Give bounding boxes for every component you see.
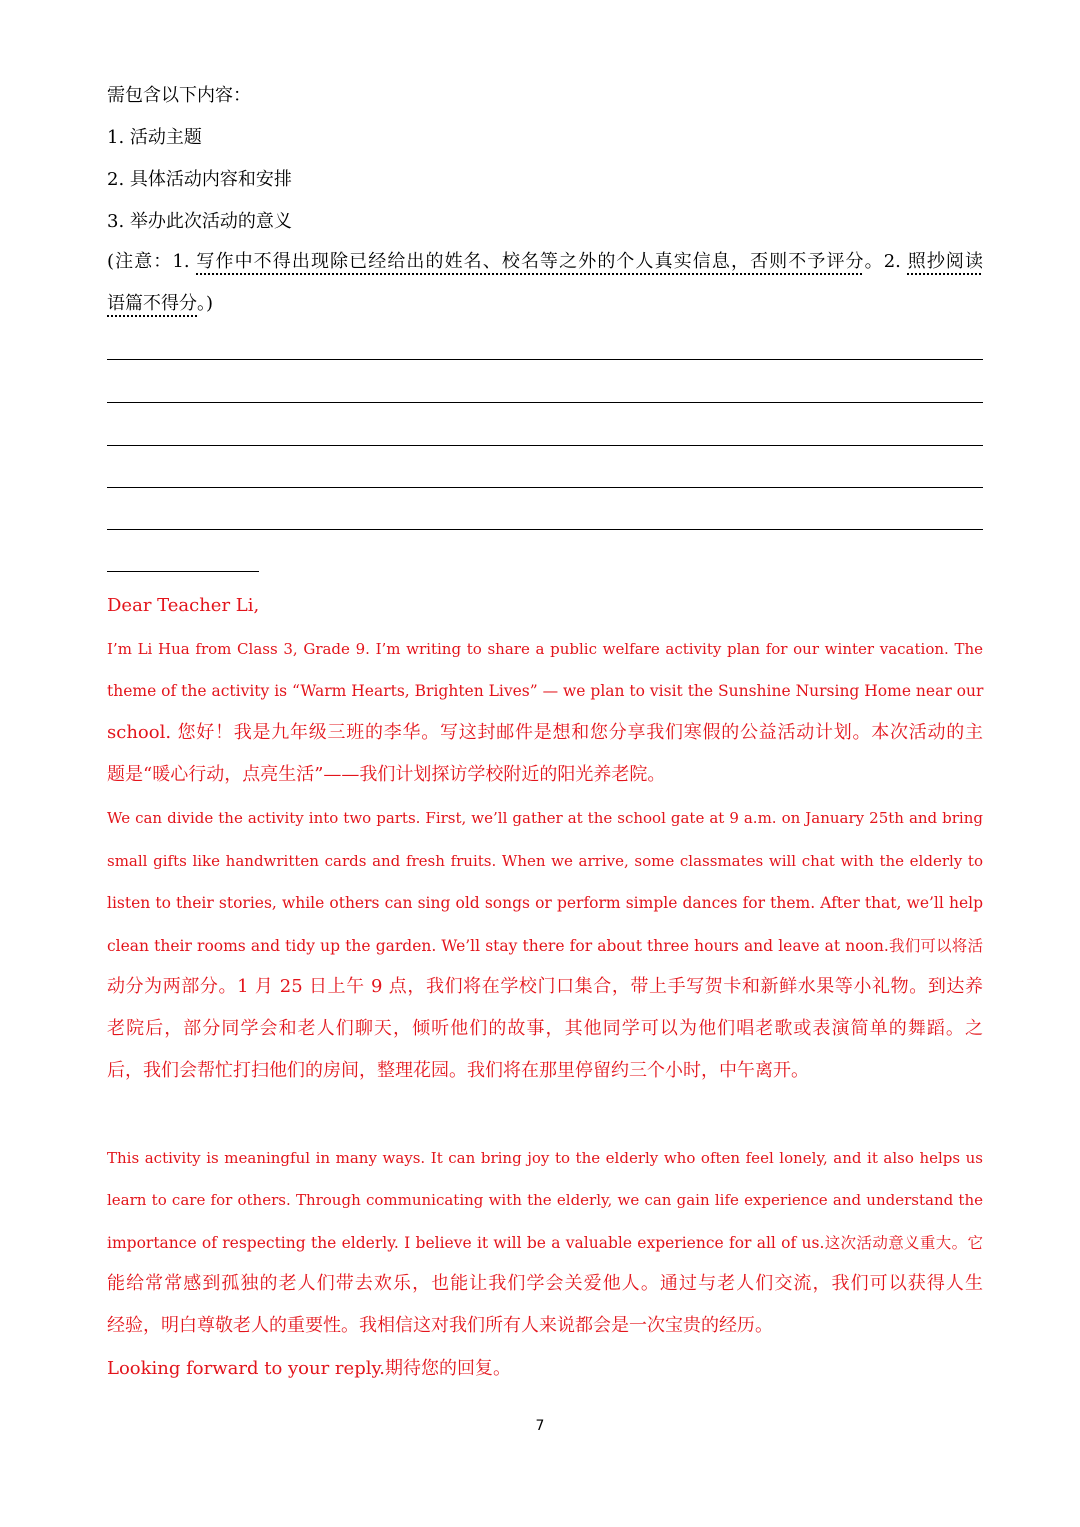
note-suffix: 。) <box>197 293 214 314</box>
requirements-heading: 需包含以下内容： <box>107 85 251 106</box>
answer-line <box>107 445 983 446</box>
letter-p2-line: listen to their stories, while others can sing old songs or perform simple dances for them. After that, we’ll help <box>107 894 983 912</box>
note-emphasis-1: 写作中不得出现除已经给出的姓名、校名等之外的个人真实信息，否则不予评分 <box>196 251 865 272</box>
note-emphasis-2b: 语篇不得分 <box>107 293 197 314</box>
note-emphasis-2a: 照抄阅读 <box>907 251 984 272</box>
letter-p1-line: theme of the activity is “Warm Hearts, Brighten Lives” — we plan to visit the Sunshine Nursing Home near our <box>107 682 984 700</box>
answer-line <box>107 402 983 403</box>
letter-p2-line: 动分为两部分。1 月 25 日上午 9 点，我们将在学校门口集合，带上手写贺卡和新鲜水果等小礼物。到达养 <box>107 976 983 997</box>
letter-p2-line: clean their rooms and tidy up the garden. We’ll stay there for about three hours and leave at noon.我们可以将活 <box>107 937 983 955</box>
letter-p3-line: 经验，明白尊敬老人的重要性。我相信这对我们所有人来说都会是一次宝贵的经历。 <box>107 1315 773 1336</box>
letter-p2-line: We can divide the activity into two parts. First, we’ll gather at the school gate at 9 a.m. on January 25th and bring <box>107 809 983 827</box>
letter-p1-line: school. 您好！我是九年级三班的李华。写这封邮件是想和您分享我们寒假的公益活动计划。本次活动的主 <box>107 722 983 743</box>
letter-p1-line: I’m Li Hua from Class 3, Grade 9. I’m writing to share a public welfare activity plan for our winter vacation. The <box>107 640 983 658</box>
note-line-2 <box>107 292 983 316</box>
letter-p3-line: importance of respecting the elderly. I believe it will be a valuable experience for all of us.这次活动意义重大。它 <box>107 1234 983 1252</box>
letter-closing: Looking forward to your reply.期待您的回复。 <box>107 1358 511 1379</box>
requirement-item-2: 2. 具体活动内容和安排 <box>107 169 292 190</box>
letter-p2-line: 后，我们会帮忙打扫他们的房间，整理花园。我们将在那里停留约三个小时，中午离开。 <box>107 1060 809 1081</box>
letter-p3-line: This activity is meaningful in many ways. It can bring joy to the elderly who often feel lonely, and it also helps us <box>107 1149 983 1167</box>
letter-salutation: Dear Teacher Li, <box>107 595 260 616</box>
note-mid: 。2. <box>864 251 908 272</box>
letter-p2-line: small gifts like handwritten cards and fresh fruits. When we arrive, some classmates will chat with the elderly to <box>107 852 983 870</box>
answer-line <box>107 359 983 360</box>
requirement-item-1: 1. 活动主题 <box>107 127 202 148</box>
requirement-item-3: 3. 举办此次活动的意义 <box>107 211 292 232</box>
answer-line <box>107 529 983 530</box>
letter-p1-line: 题是“暖心行动，点亮生活”——我们计划探访学校附近的阳光养老院。 <box>107 764 666 785</box>
letter-p3-line: learn to care for others. Through communicating with the elderly, we can gain life experience and understand the <box>107 1191 983 1209</box>
answer-line <box>107 487 983 488</box>
letter-p3-line: 能给常常感到孤独的老人们带去欢乐，也能让我们学会关爱他人。通过与老人们交流，我们可以获得人生 <box>107 1273 983 1294</box>
letter-p2-line: 老院后，部分同学会和老人们聊天，倾听他们的故事，其他同学可以为他们唱老歌或表演简单的舞蹈。之 <box>107 1018 983 1039</box>
note-prefix: (注意：1. <box>107 251 197 272</box>
separator-line <box>107 571 259 572</box>
page-number: 7 <box>535 1418 545 1434</box>
note-line-1 <box>107 250 983 274</box>
